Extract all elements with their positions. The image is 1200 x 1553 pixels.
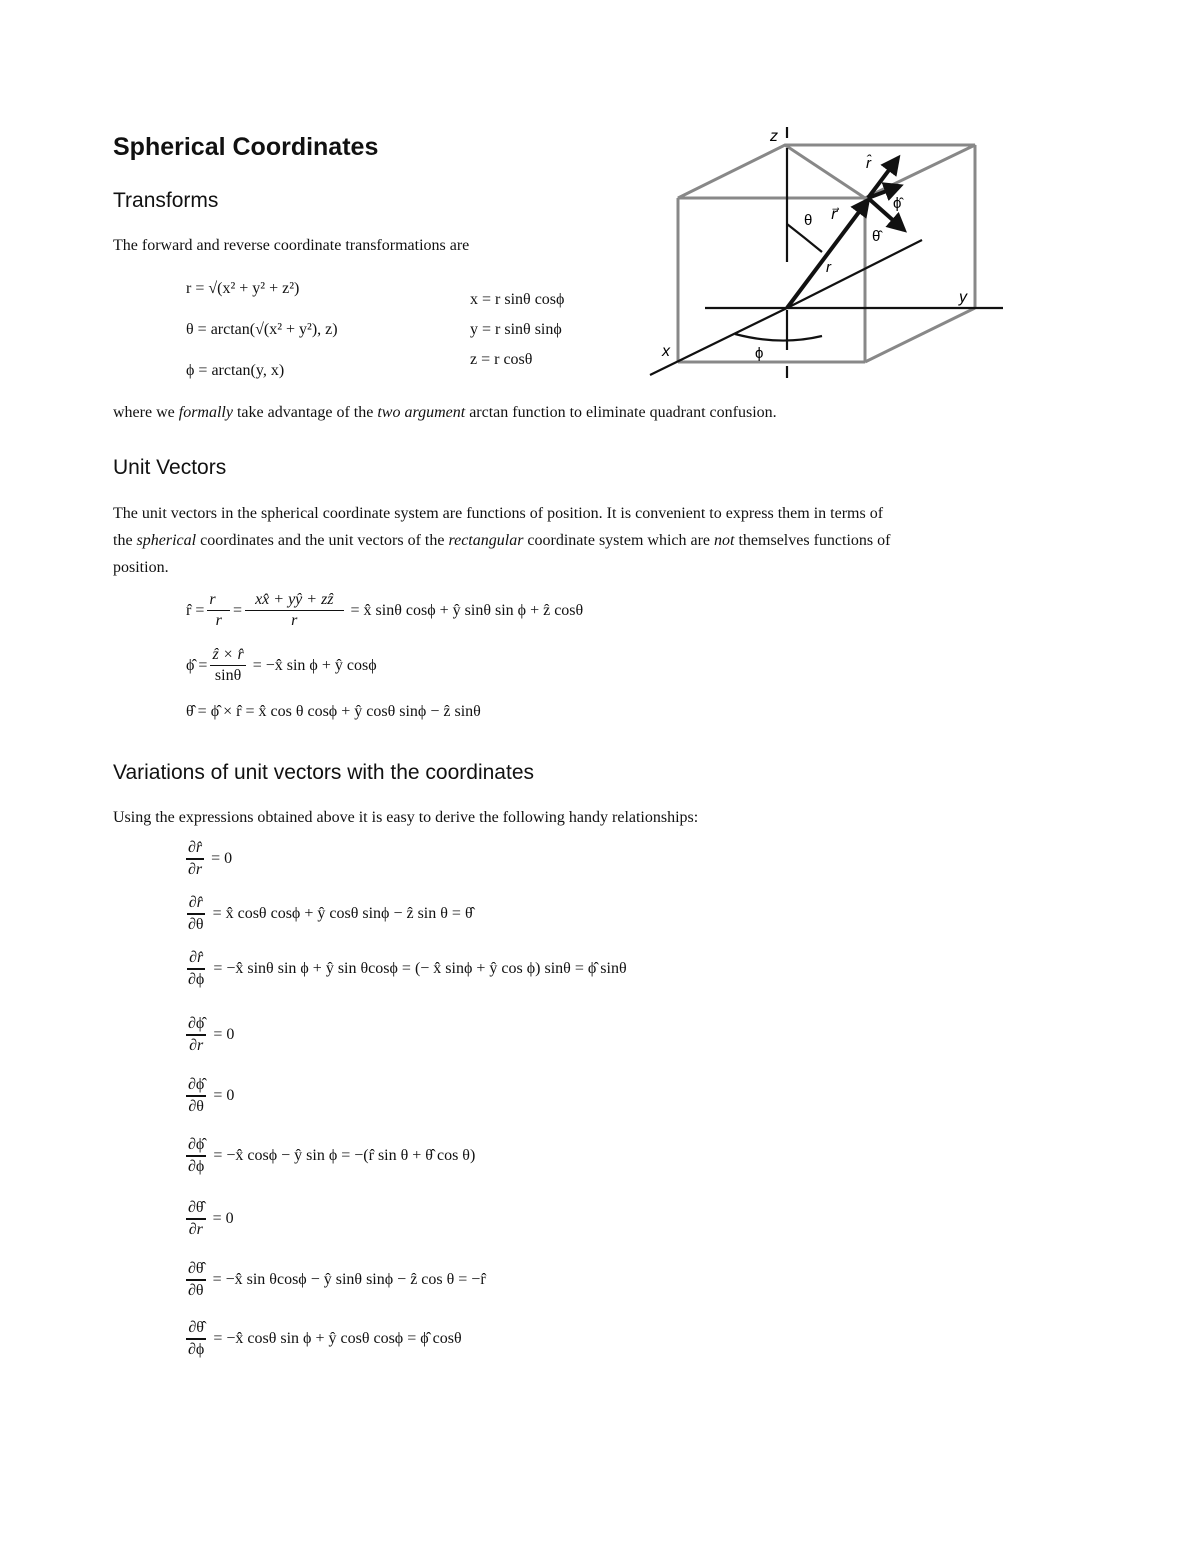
r-hat-label: r̂ [866,155,871,172]
r-vec-over-r: $\frac{r⃗}{r}$ [209,591,229,629]
forward-eq-r: r = √(x² + y² + z²) [186,280,300,297]
xyz-over-r: $\frac{xx̂ + yŷ + zẑ}{r}$ [245,590,343,631]
reverse-eq-z: z = r cosθ [470,351,533,368]
variations-intro: Using the expressions obtained above it is easy to derive the following handy relationships: [113,809,699,826]
unit-vectors-paragraph-line-1: The unit vectors in the spherical coordinate system are functions of position. It is convenient to express them in terms of [113,505,884,522]
z-axis-label: z [770,128,778,145]
unit-vectors-paragraph-line-3: position. [113,559,169,576]
transforms-note: where we formally take advantage of the two argument arctan function to eliminate quadrant confusion. [113,404,777,421]
transforms-intro: The forward and reverse coordinate transformations are [113,237,470,254]
transforms-heading: Transforms [113,189,219,212]
phi-hat-rhs: = −x̂ sin ϕ + ŷ cosϕ [252,656,377,674]
r-hat-lhs: r̂ = [186,601,205,619]
deriv-r-hat-phi: $\frac{\partial r̂}{\partial\phi}$ = −x̂ sinθ sin ϕ + ŷ sin θcosϕ = (− x̂ sinϕ + ŷ cos ϕ) sinθ = ϕ̂ sinθ [188,949,627,988]
deriv-r-hat-theta: $\frac{\partial r̂}{\partial\theta}$ = x̂ cosθ cosϕ + ŷ cosθ sinϕ − ẑ sin θ = θ̂ [188,894,473,933]
reverse-eq-y: y = r sinθ sinϕ [470,321,562,338]
deriv-phi-hat-phi: $\frac{\partial\phî}{\partial\phi}$ = −x̂ cosϕ − ŷ sin ϕ = −(r̂ sin θ + θ̂ cos θ) [188,1136,476,1175]
theta-hat-label: θ̂ [872,228,881,245]
phi-hat-lhs: ϕ̂ = [186,656,208,674]
deriv-theta-hat-theta: $\frac{\partial\thetâ}{\partial\theta}$ = −x̂ sin θcosϕ − ŷ sinθ sinϕ − ẑ cos θ = −r̂ [188,1260,486,1299]
x-axis-label: x [662,343,670,360]
deriv-theta-hat-r: $\frac{\partial\thetâ}{\partial r}$ = 0 [188,1199,234,1238]
deriv-theta-hat-phi: $\frac{\partial\thetâ}{\partial\phi}$ = −x̂ cosθ sin ϕ + ŷ cosθ cosϕ = ϕ̂ cosθ [188,1319,462,1358]
forward-eq-phi: ϕ = arctan(y, x) [186,362,285,379]
forward-eq-theta: θ = arctan(√(x² + y²), z) [186,321,338,338]
theta-hat-equation: θ̂ = ϕ̂ × r̂ = x̂ cos θ cosϕ + ŷ cosθ sinϕ − ẑ sinθ [186,703,481,720]
phi-arc [735,334,822,341]
r-hat-rhs: = x̂ sinθ cosϕ + ŷ sinθ sin ϕ + ẑ cosθ [350,601,584,619]
r-length-label: r [826,259,831,276]
zxr-over-sin: $\frac{ẑ \times r̂}{\sin\theta}$ [212,646,244,684]
r-vector [787,200,868,308]
unit-vectors-heading: Unit Vectors [113,456,227,479]
deriv-phi-hat-theta: $\frac{\partial\phî}{\partial\theta}$ = 0 [188,1076,235,1115]
theta-angle-label: θ [804,212,813,229]
y-axis-label: y [959,289,967,306]
unit-vectors-paragraph-line-2: the spherical coordinates and the unit vectors of the rectangular coordinate system which are not themselves functions of [113,532,891,549]
deriv-r-hat-r: $\frac{\partial r̂}{\partial r}$ = 0 [188,839,233,878]
phi-hat-label: ϕ̂ [893,195,902,212]
phi-angle-label: ϕ [755,345,764,362]
variations-heading: Variations of unit vectors with the coordinates [113,761,534,784]
spherical-coordinates-diagram [640,120,1010,380]
page-title: Spherical Coordinates [113,133,379,161]
phi-hat-equation [186,645,377,686]
r-vector-label: r⃗ [831,206,838,223]
deriv-phi-hat-r: $\frac{\partial\phî}{\partial r}$ = 0 [188,1015,235,1054]
r-hat-equation: r̂ = $\frac{r⃗}{r}$ = $\frac{xx̂ + yŷ + zẑ}{r}$ = x̂ sinθ cosϕ + ŷ sinθ sin ϕ + ẑ cosθ [186,591,584,629]
reverse-eq-x: x = r sinθ cosϕ [470,291,565,308]
